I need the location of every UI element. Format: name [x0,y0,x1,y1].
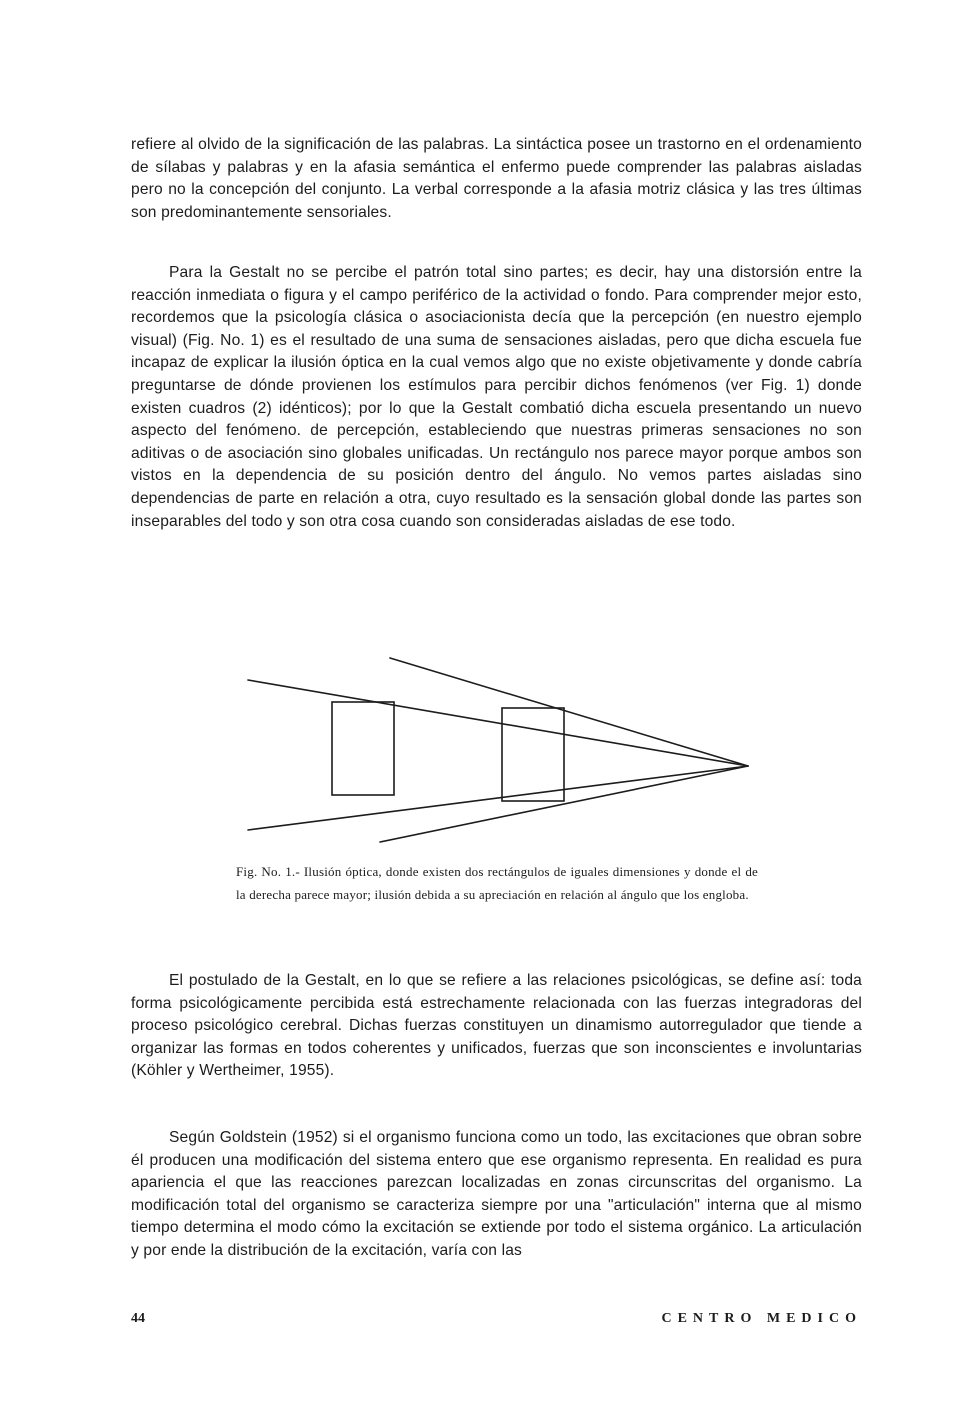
journal-name: CENTRO MEDICO [661,1311,862,1326]
right-rectangle [502,708,564,801]
paragraph-3 [131,970,862,1083]
paragraph-1-text: refiere al olvido de la significación de las palabras. La sintáctica posee un trastorno en el ordenamiento de sílabas y palabras y en la afasia semántica el enfermo puede comprender las palabras aisladas pero no la concepción del conjunto. La verbal corresponde a la afasia motriz clásica y las tres últimas son predominantemente sensoriales. [131,136,862,221]
paragraph-2-text: Para la Gestalt no se percibe el patrón total sino partes; es decir, hay una distorsión entre la reacción inmediata o figura y el campo periférico de la actividad o fondo. Para comprender mejor esto, recordemos que la psicología clásica o asociacionista decía que la percepción (en nuestro ejemplo visual) (Fig. No. 1) es el resultado de una suma de sensaciones aisladas, pero que dicha escuela fue incapaz de explicar la ilusión óptica en la cual vemos algo que no existe objetivamente y donde cabría preguntarse de dónde provienen los estímulos para percibir dichos fenómenos (ver Fig. 1) donde existen cuadros (2) idénticos); por lo que la Gestalt combatió dicha escuela presentando un nuevo aspecto del fenómeno. de percepción, estableciendo que nuestras primeras sensaciones no son aditivas o de asociación sino globales unificadas. Un rectángulo nos parece mayor porque ambos son vistos en la dependencia de su posición dentro del ángulo. No vemos partes aisladas sino dependencias de parte en relación a otra, cuyo resultado es la sensación global donde las partes son inseparables del todo y son otra cosa cuando son consideradas aisladas de ese todo. [131,264,862,530]
left-rectangle [332,702,394,795]
optical-illusion-figure [240,650,760,850]
page-number: 44 [131,1311,145,1326]
paragraph-3-text: El postulado de la Gestalt, en lo que se refiere a las relaciones psicológicas, se define así: toda forma psicológicamente percibida está estrechamente relacionada con las fuerzas integradoras del proceso psicológico cerebral. Dichas fuerzas constituyen un dinamismo autorregulador que tiende a organizar las formas en todos coherentes y unificados, fuerzas que son inconscientes e involuntarias (Köhler y Wertheimer, 1955). [131,972,862,1080]
paragraph-2 [131,262,862,533]
angle-line-upper [248,680,748,766]
paragraph-1 [131,134,862,224]
figure-caption: Fig. No. 1.- Ilusión óptica, donde existen dos rectángulos de iguales dimensiones y donde el de la derecha parece mayor; ilusión debida a su apreciación en relación al ángulo que los engloba. [236,864,758,902]
angle-line-lower [248,766,748,830]
paragraph-4-text: Según Goldstein (1952) si el organismo funciona como un todo, las excitaciones que obran sobre él producen una modificación del sistema entero que ese organismo representa. En realidad es pura apariencia el que las reacciones parezcan localizadas en zonas circunscritas del organismo. La modificación total del organismo se caracteriza siempre por una "articulación" interna que al mismo tiempo determina el modo cómo la excitación se extiende por todo el sistema orgánico. La articulación y por ende la distribución de la excitación, varía con las [131,1129,862,1259]
paragraph-4 [131,1127,862,1263]
angle-line-top [390,658,748,766]
